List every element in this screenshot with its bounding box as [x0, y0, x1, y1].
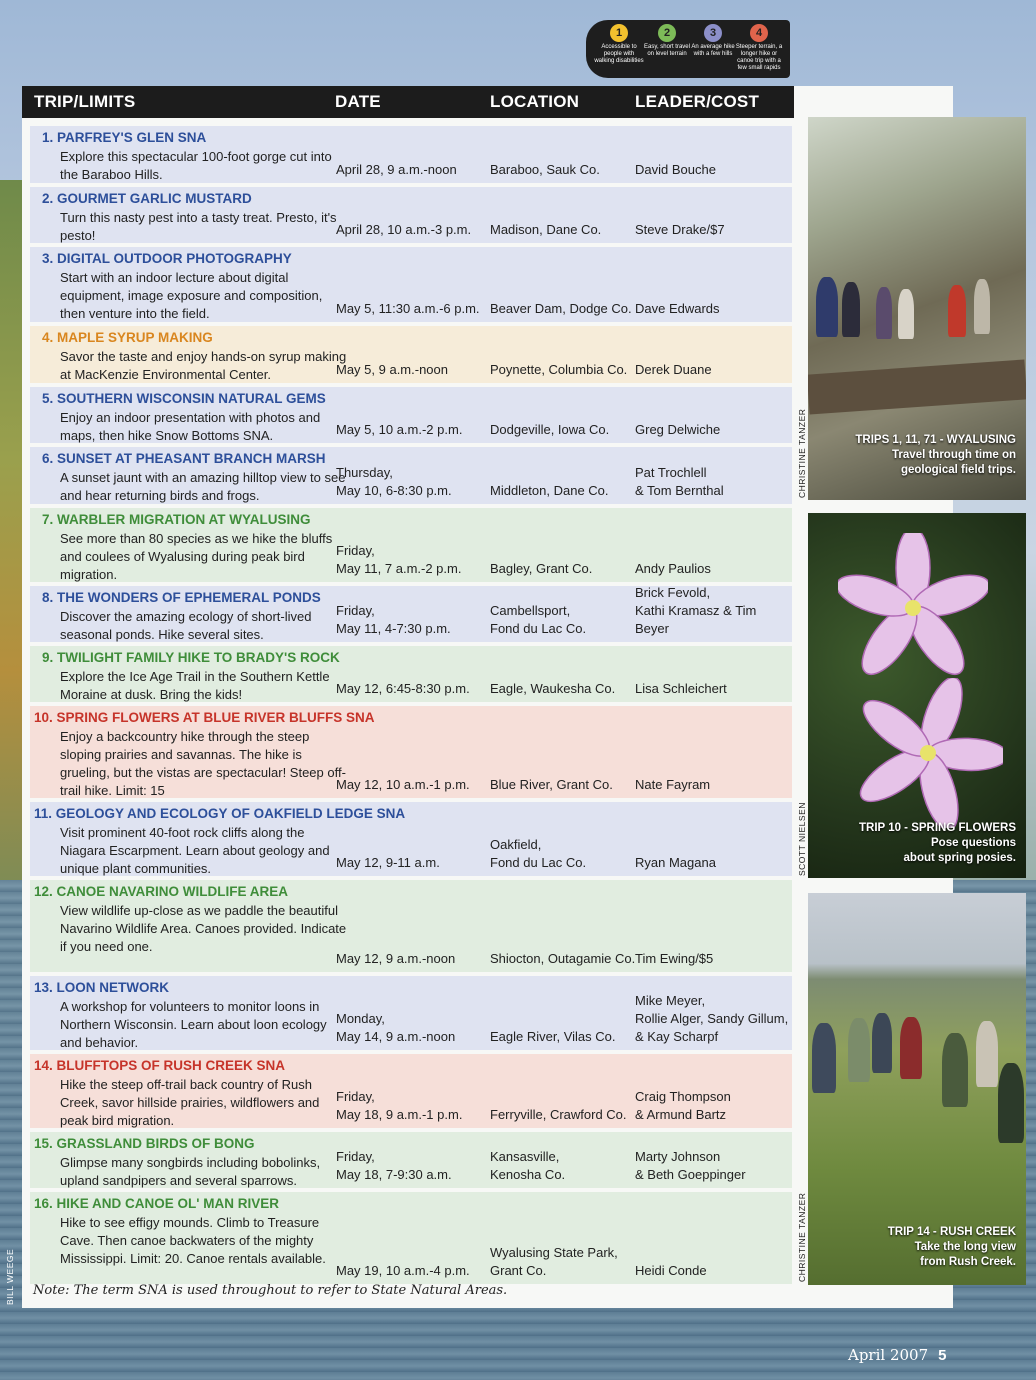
- flower-icon: [853, 678, 1003, 828]
- trip-leader: Brick Fevold, Kathi Kramasz & Tim Beyer: [635, 585, 757, 636]
- trip-row: [30, 586, 792, 642]
- page-footer: [848, 1346, 947, 1364]
- trip-number: 1.: [42, 130, 54, 145]
- trip-leader: Craig Thompson & Armund Bartz: [635, 1089, 731, 1122]
- trip-name: HIKE AND CANOE OL' MAN RIVER: [56, 1196, 280, 1211]
- trip-leader: Pat Trochlell & Tom Bernthal: [635, 465, 724, 498]
- header-trip: TRIP/LIMITS: [34, 92, 136, 111]
- trip-name: LOON NETWORK: [56, 980, 170, 995]
- difficulty-legend: [586, 20, 790, 78]
- trip-description: A sunset jaunt with an amazing hilltop view to see and hear returning birds and frogs.: [60, 470, 346, 503]
- trip-title: [34, 884, 288, 899]
- trip-description: Glimpse many songbirds including bobolinks, upland sandpipers and several sparrows.: [60, 1155, 321, 1188]
- trip-description: View wildlife up-close as we paddle the beautiful Navarino Wildlife Area. Canoes provided. Indicate if you need one.: [60, 903, 347, 954]
- legend-circle: 4: [750, 24, 768, 42]
- header-date: DATE: [335, 92, 381, 111]
- trip-location: Blue River, Grant Co.: [490, 777, 613, 792]
- trip-row: [30, 880, 792, 972]
- trip-number: 7.: [42, 512, 54, 527]
- trip-title: [42, 650, 340, 665]
- trip-number: 10.: [34, 710, 53, 725]
- trip-number: 2.: [42, 191, 54, 206]
- trip-row: [30, 187, 792, 243]
- legend-text: An average hike with a few hills: [691, 44, 735, 57]
- trip-date: May 12, 10 a.m.-1 p.m.: [336, 777, 470, 792]
- trip-row: [30, 706, 792, 798]
- trip-description: Savor the taste and enjoy hands-on syrup making at MacKenzie Environmental Center.: [60, 349, 347, 382]
- trip-location: Dodgeville, Iowa Co.: [490, 422, 610, 437]
- trip-row: [30, 326, 792, 383]
- photo2-credit: SCOTT NIELSEN: [797, 802, 807, 876]
- trip-leader: Steve Drake/$7: [635, 222, 725, 237]
- header-leader: LEADER/COST: [635, 92, 760, 111]
- legend-circle: 2: [658, 24, 676, 42]
- trip-number: 5.: [42, 391, 54, 406]
- trip-number: 16.: [34, 1196, 53, 1211]
- trip-name: PARFREY'S GLEN SNA: [57, 130, 207, 145]
- trip-number: 13.: [34, 980, 53, 995]
- trip-number: 15.: [34, 1136, 53, 1151]
- trip-date: May 19, 10 a.m.-4 p.m.: [336, 1263, 470, 1278]
- trip-location: Ferryville, Crawford Co.: [490, 1107, 627, 1122]
- trip-location: Poynette, Columbia Co.: [490, 362, 628, 377]
- trip-location: Beaver Dam, Dodge Co.: [490, 301, 632, 316]
- trip-row: [30, 1192, 792, 1284]
- trip-location: Kansasville, Kenosha Co.: [490, 1149, 566, 1182]
- trip-leader: Mike Meyer, Rollie Alger, Sandy Gillum, & Kay Scharpf: [635, 993, 789, 1044]
- legend-text: Accessible to people with walking disabilities: [594, 44, 644, 64]
- trip-title: [42, 512, 311, 527]
- trip-location: Oakfield, Fond du Lac Co.: [490, 837, 587, 870]
- trip-row: [30, 646, 792, 702]
- trip-name: GRASSLAND BIRDS OF BONG: [56, 1136, 255, 1151]
- trip-date: Friday, May 11, 7 a.m.-2 p.m.: [336, 543, 462, 576]
- trip-leader: Derek Duane: [635, 362, 712, 377]
- trip-name: GOURMET GARLIC MUSTARD: [57, 191, 252, 206]
- photo3-credit: CHRISTINE TANZER: [797, 1192, 807, 1282]
- trip-leader: David Bouche: [635, 162, 716, 177]
- trip-name: MAPLE SYRUP MAKING: [57, 330, 213, 345]
- trip-number: 11.: [34, 806, 53, 821]
- trip-title: [34, 980, 169, 995]
- trip-row: [30, 387, 792, 443]
- trip-description: Discover the amazing ecology of short-lived seasonal ponds. Hike several sites.: [60, 609, 312, 642]
- trip-row: [30, 976, 792, 1050]
- trip-name: WARBLER MIGRATION AT WYALUSING: [57, 512, 311, 527]
- photo3-caption-title: TRIP 14 - RUSH CREEK: [887, 1226, 1016, 1238]
- trip-date: April 28, 9 a.m.-noon: [336, 162, 457, 177]
- page-number: 5: [938, 1347, 947, 1364]
- trip-row: [30, 1132, 792, 1188]
- photo2-caption-title: TRIP 10 - SPRING FLOWERS: [859, 822, 1016, 834]
- trip-title: [42, 330, 213, 345]
- trip-row: [30, 126, 792, 183]
- photo3-caption-line: Take the long view: [914, 1241, 1016, 1253]
- side-photo-credit: BILL WEEGE: [5, 1248, 15, 1305]
- trip-leader: Greg Delwiche: [635, 422, 721, 437]
- trip-description: See more than 80 species as we hike the bluffs and coulees of Wyalusing during peak bird migration.: [60, 531, 333, 582]
- header-location: LOCATION: [490, 92, 580, 111]
- trip-title: [34, 1196, 279, 1211]
- trip-number: 12.: [34, 884, 53, 899]
- trip-name: SOUTHERN WISCONSIN NATURAL GEMS: [57, 391, 326, 406]
- trip-row: [30, 447, 792, 504]
- trip-description: Visit prominent 40-foot rock cliffs along the Niagara Escarpment. Learn about geology and unique plant communities.: [60, 825, 330, 876]
- trip-title: [42, 191, 252, 206]
- trip-description: Explore this spectacular 100-foot gorge cut into the Baraboo Hills.: [60, 149, 332, 182]
- photo-spring-flowers: [808, 513, 1026, 878]
- trip-location: Bagley, Grant Co.: [490, 561, 593, 576]
- trip-name: SUNSET AT PHEASANT BRANCH MARSH: [57, 451, 326, 466]
- trip-number: 14.: [34, 1058, 53, 1073]
- trip-title: [34, 806, 405, 821]
- trip-leader: Andy Paulios: [635, 561, 711, 576]
- trip-description: Hike to see effigy mounds. Climb to Treasure Cave. Then canoe backwaters of the mighty Mississippi. Limit: 20. Canoe rentals available.: [60, 1215, 326, 1266]
- flower-icon: [838, 533, 988, 683]
- trip-row: [30, 802, 792, 876]
- trip-date: May 12, 9-11 a.m.: [336, 855, 440, 870]
- trip-description: Enjoy a backcountry hike through the steep sloping prairies and savannas. The hike is grueling, but the vistas are spectacular! Steep off-trail hike. Limit: 15: [60, 729, 346, 798]
- trip-leader: Tim Ewing/$5: [635, 951, 714, 966]
- trip-date: Thursday, May 10, 6-8:30 p.m.: [336, 465, 452, 498]
- trip-leader: Ryan Magana: [635, 855, 716, 870]
- trip-location: Eagle River, Vilas Co.: [490, 1029, 616, 1044]
- trip-title: [42, 130, 206, 145]
- trip-leader: Marty Johnson & Beth Goeppinger: [635, 1149, 746, 1182]
- legend-text: Easy, short travel on level terrain: [644, 44, 690, 57]
- trip-name: THE WONDERS OF EPHEMERAL PONDS: [57, 590, 321, 605]
- trip-name: TWILIGHT FAMILY HIKE TO BRADY'S ROCK: [57, 650, 340, 665]
- trip-location: Baraboo, Sauk Co.: [490, 162, 600, 177]
- trip-number: 4.: [42, 330, 54, 345]
- trip-number: 9.: [42, 650, 54, 665]
- trip-leader: Nate Fayram: [635, 777, 711, 792]
- trip-leader: Lisa Schleichert: [635, 681, 727, 696]
- trip-row: [30, 1054, 792, 1128]
- trip-title: [42, 590, 321, 605]
- trip-name: DIGITAL OUTDOOR PHOTOGRAPHY: [57, 251, 292, 266]
- legend-item-2: [642, 24, 692, 58]
- trip-row: [30, 508, 792, 582]
- trip-date: May 5, 10 a.m.-2 p.m.: [336, 422, 463, 437]
- trip-title: [34, 710, 375, 725]
- trip-number: 8.: [42, 590, 54, 605]
- trip-location: Madison, Dane Co.: [490, 222, 602, 237]
- legend-item-4: [734, 24, 784, 72]
- trip-description: A workshop for volunteers to monitor loons in Northern Wisconsin. Learn about loon ecology and behavior.: [60, 999, 327, 1050]
- trip-title: [42, 391, 326, 406]
- trip-leader: Dave Edwards: [635, 301, 720, 316]
- trip-description: Explore the Ice Age Trail in the Southern Kettle Moraine at dusk. Bring the kids!: [60, 669, 330, 702]
- photo-rush-creek: [808, 893, 1026, 1285]
- issue-date: April 2007: [848, 1346, 929, 1364]
- legend-text: Steeper terrain, a longer hike or canoe trip with a few small rapids: [735, 44, 783, 71]
- photo2-caption-line: Pose questions: [931, 837, 1016, 849]
- trip-location: Cambellsport, Fond du Lac Co.: [490, 603, 587, 636]
- trip-row: [30, 247, 792, 322]
- trip-date: May 5, 9 a.m.-noon: [336, 362, 448, 377]
- trip-name: GEOLOGY AND ECOLOGY OF OAKFIELD LEDGE SNA: [55, 806, 406, 821]
- trip-location: Middleton, Dane Co.: [490, 483, 609, 498]
- legend-circle: 1: [610, 24, 628, 42]
- photo1-caption-title: TRIPS 1, 11, 71 - WYALUSING: [855, 434, 1016, 446]
- trip-title: [42, 251, 292, 266]
- trip-title: [42, 451, 326, 466]
- sna-note: Note: The term SNA is used throughout to refer to State Natural Areas.: [33, 1283, 508, 1298]
- trip-number: 6.: [42, 451, 54, 466]
- photo3-caption-line: from Rush Creek.: [920, 1256, 1016, 1268]
- trip-date: May 12, 9 a.m.-noon: [336, 951, 456, 966]
- photo-wyalusing: [808, 117, 1026, 500]
- trip-name: BLUFFTOPS OF RUSH CREEK SNA: [56, 1058, 286, 1073]
- table-header: [22, 86, 794, 118]
- trip-number: 3.: [42, 251, 54, 266]
- legend-item-1: [594, 24, 644, 65]
- legend-circle: 3: [704, 24, 722, 42]
- trip-location: Shiocton, Outagamie Co.: [490, 951, 636, 966]
- trip-name: CANOE NAVARINO WILDLIFE AREA: [56, 884, 289, 899]
- trip-leader: Heidi Conde: [635, 1263, 707, 1278]
- photo2-caption-line: about spring posies.: [903, 852, 1016, 864]
- trip-location: Wyalusing State Park, Grant Co.: [490, 1245, 618, 1278]
- trip-title: [34, 1136, 255, 1151]
- trip-description: Turn this nasty pest into a tasty treat. Presto, it's pesto!: [60, 210, 337, 243]
- photo1-credit: CHRISTINE TANZER: [797, 408, 807, 498]
- legend-item-3: [688, 24, 738, 58]
- trip-date: Friday, May 18, 7-9:30 a.m.: [336, 1149, 452, 1182]
- photo1-caption-line: Travel through time on: [892, 449, 1016, 461]
- trip-description: Hike the steep off-trail back country of Rush Creek, savor hillside prairies, wildflowers and peak bird migration.: [60, 1077, 320, 1128]
- trip-date: April 28, 10 a.m.-3 p.m.: [336, 222, 472, 237]
- trip-date: May 5, 11:30 a.m.-6 p.m.: [336, 301, 480, 316]
- trip-date: Friday, May 11, 4-7:30 p.m.: [336, 603, 451, 636]
- trip-description: Enjoy an indoor presentation with photos and maps, then hike Snow Bottoms SNA.: [60, 410, 321, 443]
- trip-date: May 12, 6:45-8:30 p.m.: [336, 681, 470, 696]
- trip-location: Eagle, Waukesha Co.: [490, 681, 616, 696]
- trip-title: [34, 1058, 285, 1073]
- trip-date: Monday, May 14, 9 a.m.-noon: [336, 1011, 456, 1044]
- trip-date: Friday, May 18, 9 a.m.-1 p.m.: [336, 1089, 463, 1122]
- photo1-caption-line: geological field trips.: [900, 464, 1016, 476]
- trip-name: SPRING FLOWERS AT BLUE RIVER BLUFFS SNA: [56, 710, 375, 725]
- trip-description: Start with an indoor lecture about digital equipment, image exposure and composition, then venture into the field.: [60, 270, 323, 321]
